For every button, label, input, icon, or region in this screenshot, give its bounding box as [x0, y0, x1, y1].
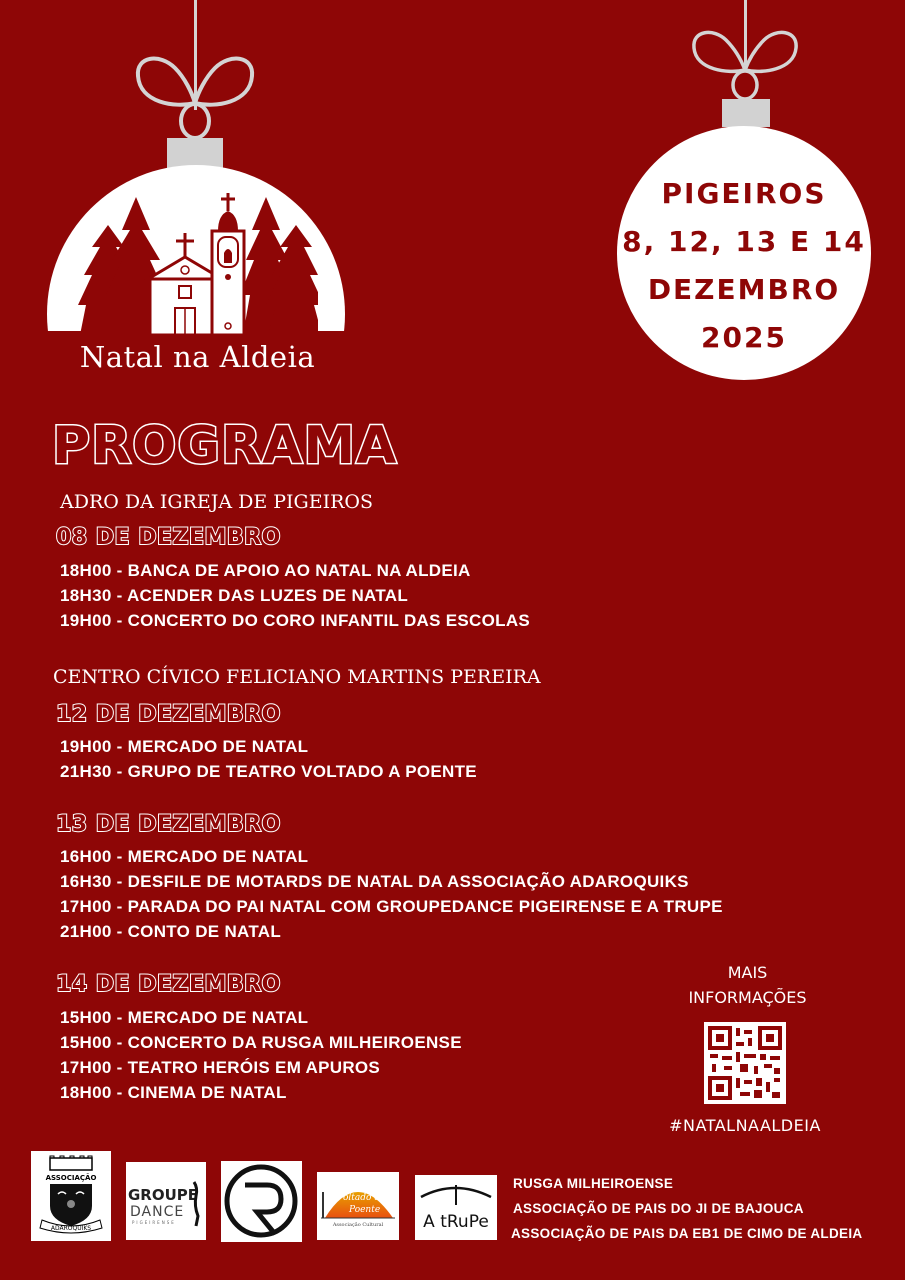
svg-text:GROUPE: GROUPE — [128, 1186, 199, 1204]
event-item: 18H30 - ACENDER DAS LUZES DE NATAL — [60, 586, 409, 605]
sponsor-name: ASSOCIAÇÃO DE PAIS DA EB1 DE CIMO DE ALDEIA — [511, 1226, 863, 1241]
bow-icon — [130, 48, 260, 143]
event-month: DEZEMBRO — [647, 273, 841, 306]
svg-text:Associação Cultural: Associação Cultural — [332, 1222, 384, 1228]
svg-text:ADAROQUIKS: ADAROQUIKS — [50, 1225, 92, 1232]
hashtag: #NATALNAALDEIA — [669, 1116, 821, 1135]
day-heading: 13 DE DEZEMBRO — [56, 812, 281, 837]
event-item: 17H00 - TEATRO HERÓIS EM APUROS — [60, 1058, 381, 1077]
event-item: 15H00 - CONCERTO DA RUSGA MILHEIROENSE — [60, 1033, 462, 1052]
event-year: 2025 — [701, 321, 787, 354]
day-heading: 12 DE DEZEMBRO — [56, 702, 281, 727]
qr-code-icon[interactable] — [704, 1022, 786, 1104]
event-item: 21H00 - CONTO DE NATAL — [60, 922, 282, 941]
location-name: PIGEIROS — [661, 177, 827, 210]
day-heading: 14 DE DEZEMBRO — [56, 972, 281, 997]
program-heading: PROGRAMA — [52, 416, 398, 476]
ornament-cap — [167, 138, 223, 168]
church-trees-ornament-icon — [78, 185, 318, 335]
venue-title: CENTRO CÍVICO FELICIANO MARTINS PEREIRA — [53, 666, 541, 688]
bow-icon — [690, 22, 800, 102]
event-item: 19H00 - CONCERTO DO CORO INFANTIL DAS ESCOLAS — [60, 611, 531, 630]
logo-r-circle — [221, 1161, 302, 1242]
more-info-line2: INFORMAÇÕES — [688, 988, 807, 1007]
svg-text:DANCE: DANCE — [130, 1204, 185, 1220]
logo-voltado-a-poente — [317, 1172, 399, 1240]
event-item: 19H00 - MERCADO DE NATAL — [60, 737, 309, 756]
event-item: 21H30 - GRUPO DE TEATRO VOLTADO A POENTE — [60, 762, 477, 781]
logo-groupe-dance — [126, 1162, 206, 1240]
svg-text:A tRuPe: A tRuPe — [423, 1212, 489, 1232]
r-circle-icon — [221, 1161, 302, 1242]
event-item: 16H00 - MERCADO DE NATAL — [60, 847, 309, 866]
brand-title: Natal na Aldeia — [79, 340, 316, 374]
logo-adaroquiks — [31, 1151, 111, 1241]
event-item: 16H30 - DESFILE DE MOTARDS DE NATAL DA ASSOCIAÇÃO ADAROQUIKS — [60, 872, 689, 891]
venue-title: ADRO DA IGREJA DE PIGEIROS — [60, 491, 373, 513]
event-dates — [617, 170, 871, 362]
svg-text:Poente: Poente — [349, 1205, 381, 1215]
sponsor-name: RUSGA MILHEIROENSE — [513, 1176, 674, 1191]
event-item: 17H00 - PARADA DO PAI NATAL COM GROUPEDANCE PIGEIRENSE E A TRUPE — [60, 897, 723, 916]
more-info-label — [650, 960, 845, 1010]
svg-text:ASSOCIAÇÃO: ASSOCIAÇÃO — [45, 1174, 97, 1182]
event-item: 18H00 - CINEMA DE NATAL — [60, 1083, 287, 1102]
ornament-cap — [722, 99, 770, 127]
event-item: 18H00 - BANCA DE APOIO AO NATAL NA ALDEIA — [60, 561, 471, 580]
motorcycle-crest-icon — [36, 1154, 106, 1238]
svg-text:PIGEIRENSE: PIGEIRENSE — [132, 1220, 176, 1225]
day-heading: 08 DE DEZEMBRO — [56, 525, 281, 550]
more-info-line1: MAIS — [727, 963, 768, 982]
event-days: 8, 12, 13 E 14 — [622, 225, 866, 258]
event-item: 15H00 - MERCADO DE NATAL — [60, 1008, 309, 1027]
logo-a-trupe — [415, 1175, 497, 1240]
sponsor-name: ASSOCIAÇÃO DE PAIS DO JI DE BAJOUCA — [513, 1201, 804, 1216]
svg-text:oltado a: oltado a — [343, 1193, 380, 1203]
